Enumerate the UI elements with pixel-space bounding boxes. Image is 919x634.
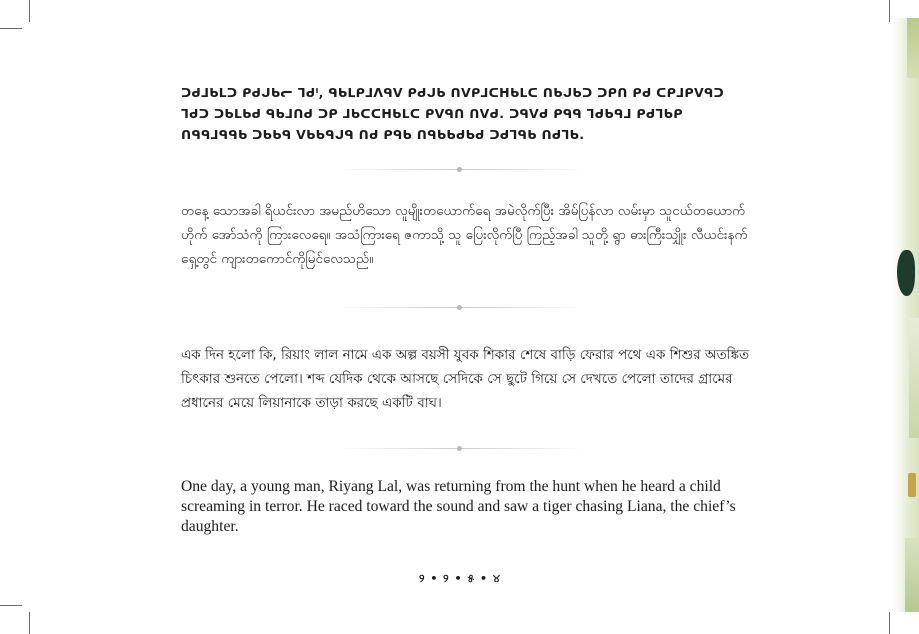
leaf-shape	[905, 538, 919, 612]
divider-dot	[457, 305, 462, 310]
section-divider	[336, 169, 586, 170]
leaf-shape	[909, 318, 919, 438]
crop-mark-top-left-v	[29, 0, 30, 22]
dark-leaf-shape	[897, 250, 915, 296]
paragraph-bengali: এক দিন হলো কি, রিয়াং লাল নামে এক অল্প বয়সী যুবক শিকার শেষে বাড়ি ফেরার পথে এক শিশুর অতঙ্কিত চিৎকার শুনতে পেলো। শব্দ যেদিক থেকে আসছে সেদিকে সে ছুটে গিয়ে সে দেখতে পেলো তাদের গ্রামের প্রধানের মেয়ে লিয়ানাকে তাড়া করছে একটি বাঘ।	[181, 347, 750, 411]
page-number: ୨ • ୨ • ୫ • ୪	[419, 572, 501, 585]
crop-mark-bottom-left-v	[29, 612, 30, 634]
crop-mark-top-right-v	[889, 0, 890, 22]
edge-illustration	[891, 18, 919, 612]
leaf-shape	[908, 473, 916, 497]
divider-dot	[457, 167, 462, 172]
crop-mark-top-left-h	[0, 28, 22, 29]
crop-mark-bottom-right-v	[889, 612, 890, 634]
leaf-shape	[907, 18, 919, 78]
crop-mark-bottom-left-h	[0, 605, 22, 606]
section-divider	[336, 448, 586, 449]
paragraph-myanmar: တနေ့ သောအခါ ရိယင်းလာ အမည်ဟိသော လူမျိုးတယောက်ရေ အမဲလိုက်ပြီး အိမ်ပြန်လာ လမ်းမှာ သူငယ်တယောက် ဟိုက် အော်သံကို ကြားလေရေ။ အသံကြားရေ ဇကာသို့ သူ ပြေးလိုက်ပြီ ကြည့်အခါ သူတို့ ရွာ ဓားကြီးသျှိုး လီယင်းနက် ရှေ့တွင် ကျားတကောင်ကိုမြင်လေသည်။	[181, 203, 748, 267]
paragraph-kokborok-script: ᑐᑯᒧᑲᒪᑐ ᑭᑯᒍᑲᓕ ᒣᑯᑊ, ᑫᑲᒪᑭᒧᐱᑫᐯ ᑭᑯᒍᑲ ᑎᐯᑭᒧᑕᕼᑲᒪᑕ ᑎᑲᒍᑲᑐ ᑐᑭᑎ ᑭᑯ ᑕᑭᒧᑭᐯᑫᑐ ᒣᑯᑐ ᑐᑲᒪᑲᑯ ᑫᑲᒧᑎᑯ ᑐᑭ ᒧᑲᑕᑕᕼᑲᒪᑕ ᑭᐯᑫᑎ ᑎᐯᑯ. ᑐᑫᐯᑯ ᑭᑫᑫ ᒣᑯᑲᑫᒧ ᑭᑯᒣᑲᑭ ᑎᑫᑫᒧᑫᑫᑲ ᑐᑲᑲᑫ ᐯᑲᑲᑫᒍᑫ ᑎᑯ ᑭᑫᑲ ᑎᑫᑲᑲᑯᑲᑯ ᑐᑯᒣᑫᑲ ᑎᑯᒣᑲ.	[181, 85, 725, 142]
section-divider	[336, 307, 586, 308]
paragraph-english: One day, a young man, Riyang Lal, was returning from the hunt when he heard a child screaming in terror. He raced toward the sound and saw a tiger chasing Liana, the chief’s daughter.	[181, 478, 736, 535]
divider-dot	[457, 446, 462, 451]
